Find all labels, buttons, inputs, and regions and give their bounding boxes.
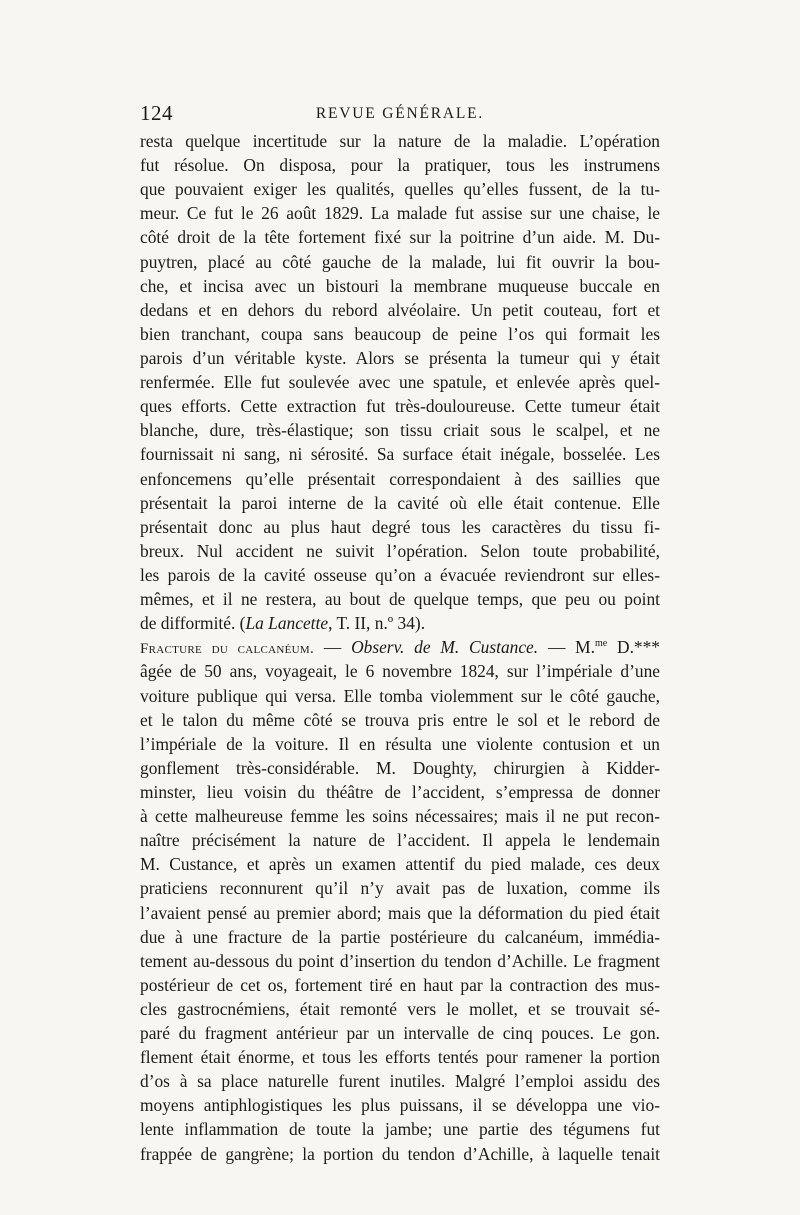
text-line: due à une fracture de la partie postérieure du calcanéum, immédia- [140, 926, 660, 947]
text-line: puytren, placé au côté gauche de la malade, lui fit ouvrir la bou- [140, 251, 660, 272]
text-line: voiture publique qui versa. Elle tomba violemment sur le côté gauche, [140, 685, 660, 706]
text-line: d’os à sa place naturelle furent inutiles. Malgré l’emploi assidu des [140, 1071, 660, 1092]
text-line: que pouvaient exiger les qualités, quelles qu’elles fussent, de la tu- [140, 179, 660, 200]
text-line: bien tranchant, coupa sans beaucoup de peine l’os qui formait les [140, 323, 660, 344]
text-line: à cette malheureuse femme les soins nécessaires; mais il ne put recon- [140, 806, 660, 827]
citation-line [140, 611, 660, 635]
text-line: M. Custance, et après un examen attentif du pied malade, ces deux [140, 854, 660, 875]
text-line: moyens antiphlogistiques les plus puissans, il se développa une vio- [140, 1095, 660, 1116]
heading-dash: — [314, 637, 352, 658]
text-line: flement était énorme, et tous les efforts tentés pour ramener la portion [140, 1047, 660, 1068]
heading-tail: D.*** [607, 637, 660, 658]
observation-source: Observ. de M. Custance. [351, 637, 539, 658]
text-line: minster, lieu voisin du théâtre de l’accident, s’empressa de donner [140, 781, 660, 802]
text-line: parois d’un véritable kyste. Alors se présenta la tumeur qui y était [140, 347, 660, 368]
text-line: fut résolue. On disposa, pour la pratiquer, tous les instrumens [140, 155, 660, 176]
section-heading-line [140, 635, 660, 659]
text-line: breux. Nul accident ne suivit l’opération. Selon toute probabilité, [140, 540, 660, 561]
text-line: naître précisément la nature de l’accident. Il appela le lendemain [140, 830, 660, 851]
text-line: fournissait ni sang, ni sérosité. Sa surface était inégale, bosselée. Les [140, 444, 660, 465]
text-line: et le talon du même côté se trouva pris entre le sol et le rebord de [140, 709, 660, 730]
text-line: présentait donc au plus haut degré tous les caractères du tissu fi- [140, 516, 660, 537]
text-line: praticiens reconnurent qu’il n’y avait pas de luxation, comme ils [140, 878, 660, 899]
text-line: mêmes, et il ne restera, au bout de quelque temps, que peu ou point [140, 589, 660, 610]
journal-title: La Lancette [245, 613, 329, 634]
running-head: REVUE GÉNÉRALE. [315, 105, 485, 122]
text-line: tement au-dessous du point d’insertion du tendon d’Achille. Le fragment [140, 950, 660, 971]
heading-superscript: me [594, 638, 608, 650]
text-line: l’impériale de la voiture. Il en résulta une violente contusion et un [140, 733, 660, 754]
page-number: 124 [140, 101, 173, 125]
text-line: côté droit de la tête fortement fixé sur la poitrine d’un aide. M. Du- [140, 227, 660, 248]
text-line: cles gastrocnémiens, était remonté vers le mollet, et se trouvait sé- [140, 998, 660, 1019]
section-heading: Fracture du calcanéum. [140, 641, 315, 658]
text-line: frappée de gangrène; la portion du tendon d’Achille, à laquelle tenait [140, 1143, 660, 1164]
text-line: ques efforts. Cette extraction fut très-douloureuse. Cette tumeur était [140, 396, 660, 417]
text-line: che, et incisa avec un bistouri la membrane muqueuse buccale en [140, 275, 660, 296]
text-line: les parois de la cavité osseuse qu’on a évacuée reviendront sur elles- [140, 564, 660, 585]
citation-text-start: de difformité. ( [140, 613, 246, 634]
text-line: renfermée. Elle fut soulevée avec une spatule, et enlevée après quel- [140, 372, 660, 393]
text-line: dedans et en dehors du rebord alvéolaire. Un petit couteau, fort et [140, 299, 660, 320]
text-line: paré du fragment antérieur par un intervalle de cinq pouces. Le gon. [140, 1023, 660, 1044]
text-line: blanche, dure, très-élastique; son tissu criait sous le scalpel, et ne [140, 420, 660, 441]
text-line: gonflement très-considérable. M. Doughty, chirurgien à Kidder- [140, 757, 660, 778]
text-line: âgée de 50 ans, voyageait, le 6 novembre 1824, sur l’impériale d’une [140, 661, 660, 682]
text-line: lente inflammation de toute la jambe; une partie des tégumens fut [140, 1119, 660, 1140]
citation-text-end: , T. II, n.º 34). [328, 613, 426, 634]
text-line: postérieur de cet os, fortement tiré en haut par la contraction des mus- [140, 974, 660, 995]
text-line: présentait la paroi interne de la cavité où elle était contenue. Elle [140, 492, 660, 513]
text-line: l’avaient pensé au premier abord; mais que la déformation du pied était [140, 902, 660, 923]
text-line: meur. Ce fut le 26 août 1829. La malade fut assise sur une chaise, le [140, 203, 660, 224]
heading-end: — M. [538, 637, 595, 658]
body-text [140, 129, 660, 1166]
text-line: resta quelque incertitude sur la nature de la maladie. L’opération [140, 131, 660, 151]
page-header [140, 101, 660, 131]
text-line: enfoncemens qu’elle présentait correspondaient à des saillies que [140, 468, 660, 489]
